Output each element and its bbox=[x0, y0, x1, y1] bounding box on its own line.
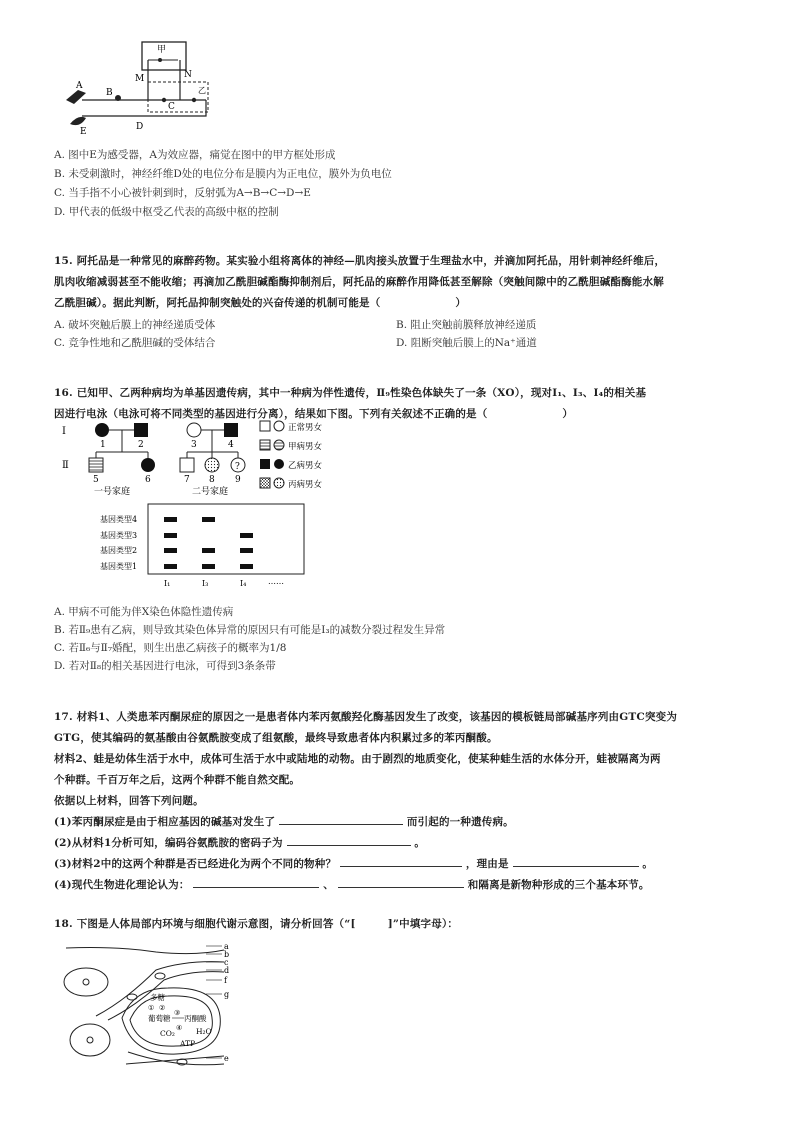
label-b: B bbox=[106, 88, 113, 98]
letter-c: c bbox=[224, 958, 229, 967]
q16-line-1: 已知甲、乙两种病均为单基因遗传病，其中一种病为伴性遗传，Ⅱ₉性染色体缺失了一条（XO），现对Ⅰ₁、Ⅰ₃、Ⅰ₄的相关基 bbox=[76, 387, 647, 399]
label-pyruvate: 丙酮酸 bbox=[184, 1014, 207, 1023]
q14-option-c: C. 当手指不小心被针刺到时，反射弧为A→B→C→D→E bbox=[54, 187, 311, 199]
q16-option-b: B. 若Ⅱ₉患有乙病，则导致其染色体异常的原因只有可能是Ⅰ₃的减数分裂过程发生异常 bbox=[54, 624, 446, 636]
label-d: D bbox=[136, 122, 144, 132]
individual-7 bbox=[180, 458, 194, 472]
label-n: N bbox=[184, 70, 192, 80]
label-a: A bbox=[76, 81, 83, 91]
id-5: 5 bbox=[93, 475, 99, 485]
letter-f: f bbox=[224, 976, 227, 985]
legend-yi: 乙病男女 bbox=[288, 461, 323, 471]
id-7: 7 bbox=[184, 475, 190, 485]
q15-number: 15. bbox=[54, 255, 73, 267]
q16-number: 16. bbox=[54, 387, 73, 399]
band bbox=[240, 533, 253, 538]
q17-number: 17. bbox=[54, 711, 73, 723]
gen-2-label: Ⅱ bbox=[62, 460, 69, 471]
band bbox=[164, 517, 177, 522]
letter-b: b bbox=[224, 950, 230, 959]
individual-5 bbox=[89, 458, 103, 472]
letter-g: g bbox=[224, 990, 230, 999]
band bbox=[202, 517, 215, 522]
q15-line-2: 肌肉收缩减弱甚至不能收缩；再滴加乙酰胆碱酯酶抑制剂后，阿托品的麻醉作用降低甚至解除（突触间隙中的乙酰胆碱酯酶能水解 bbox=[54, 276, 664, 288]
label-e: E bbox=[80, 127, 87, 137]
answer-blank-5[interactable] bbox=[193, 875, 319, 888]
q14-option-a: A. 图中E为感受器，A为效应器，痛觉在图中的甲方框处形成 bbox=[54, 149, 336, 161]
step-2: ② bbox=[159, 1004, 166, 1012]
label-jia: 甲 bbox=[157, 45, 167, 55]
band bbox=[164, 564, 177, 569]
step-4: ④ bbox=[176, 1024, 183, 1032]
band bbox=[240, 548, 253, 553]
gen-1-label: Ⅰ bbox=[62, 426, 66, 437]
answer-blank-2[interactable] bbox=[287, 833, 411, 846]
q18-stem bbox=[54, 914, 754, 935]
q15-option-d: D. 阻断突触后膜上的Na⁺通道 bbox=[396, 337, 537, 349]
label-m: M bbox=[135, 74, 145, 84]
band bbox=[164, 533, 177, 538]
q16-option-d: D. 若对Ⅱ₈的相关基因进行电泳，可得到3条条带 bbox=[54, 660, 276, 672]
answer-blank-6[interactable] bbox=[338, 875, 464, 888]
electrophoresis-gel bbox=[96, 500, 311, 592]
unknown-mark: ? bbox=[235, 462, 240, 472]
q17-line-3: 材料2、蛙是幼体生活于水中，成体可生活于水中或陆地的动物。由于剧烈的地质变化，使某种蛙生活的水体分开，蛙被隔离为两 bbox=[54, 753, 661, 765]
id-1: 1 bbox=[100, 440, 106, 450]
q17-line-2: GTG，使其编码的氨基酸由谷氨酰胺变成了组氨酸，最终导致患者体内积累过多的苯丙酮酸。 bbox=[54, 732, 498, 744]
individual-1 bbox=[95, 423, 109, 437]
internal-environment-diagram bbox=[56, 940, 246, 1070]
id-4: 4 bbox=[228, 440, 234, 450]
band bbox=[164, 548, 177, 553]
gel-row-4: 基因类型4 bbox=[100, 515, 138, 524]
q15-option-b: B. 阻止突触前膜释放神经递质 bbox=[396, 319, 537, 331]
individual-8 bbox=[205, 458, 219, 472]
step-1: ① bbox=[148, 1004, 155, 1012]
pedigree-chart bbox=[54, 418, 354, 500]
q15-option-c: C. 竞争性地和乙酰胆碱的受体结合 bbox=[54, 337, 216, 349]
q17-line-4: 个种群。千百万年之后，这两个种群不能自然交配。 bbox=[54, 774, 301, 786]
letter-e: e bbox=[224, 1054, 229, 1063]
id-6: 6 bbox=[145, 475, 151, 485]
q17-line-1: 材料1、人类患苯丙酮尿症的原因之一是患者体内苯丙氨酸羟化酶基因发生了改变，该基因的模板链局部碱基序列由GTC突变为 bbox=[76, 711, 678, 723]
individual-2 bbox=[134, 423, 148, 437]
label-co2: CO₂ bbox=[160, 1029, 175, 1038]
q17-sub-3: (3)材料2中的这两个种群是否已经进化为两个不同的物种？ ，理由是 。 bbox=[54, 854, 754, 875]
gel-row-1: 基因类型1 bbox=[100, 562, 138, 571]
q15-line-3: 乙酰胆碱）。据此判断，阿托品抑制突触处的兴奋传递的机制可能是（ ） bbox=[54, 297, 467, 309]
reflex-arc-diagram bbox=[60, 38, 230, 138]
gel-col-more: …… bbox=[268, 577, 284, 586]
q17-sub-4: (4)现代生物进化理论认为： 、 和隔离是新物种形成的三个基本环节。 bbox=[54, 875, 754, 896]
label-h2o: H₂O bbox=[196, 1027, 212, 1036]
gel-row-2: 基因类型2 bbox=[100, 546, 138, 555]
q16-option-a: A. 甲病不可能为伴X染色体隐性遗传病 bbox=[54, 606, 234, 618]
q14-option-b: B. 未受刺激时，神经纤维D处的电位分布是膜内为正电位，膜外为负电位 bbox=[54, 168, 392, 180]
q16-line-2: 因进行电泳（电泳可将不同类型的基因进行分离），结果如下图。下列有关叙述不正确的是（ ） bbox=[54, 408, 574, 420]
legend-normal: 正常男女 bbox=[288, 423, 323, 433]
q16-option-c: C. 若Ⅱ₆与Ⅱ₇婚配，则生出患乙病孩子的概率为1/8 bbox=[54, 642, 287, 654]
gel-col-i4: Ⅰ₄ bbox=[240, 579, 247, 588]
id-9: 9 bbox=[235, 475, 241, 485]
q15-option-a: A. 破坏突触后膜上的神经递质受体 bbox=[54, 319, 216, 331]
step-3: ③ bbox=[174, 1009, 181, 1017]
label-polysaccharide: 多糖 bbox=[150, 993, 165, 1002]
label-yi: 乙 bbox=[198, 86, 206, 95]
label-glucose: 葡萄糖 bbox=[148, 1014, 171, 1023]
individual-3 bbox=[187, 423, 201, 437]
letter-a: a bbox=[224, 942, 229, 951]
q18-text: 下图是人体局部内环境与细胞代谢示意图，请分析回答（“[ ]”中填字母）： bbox=[76, 918, 459, 930]
letter-d: d bbox=[224, 966, 230, 975]
answer-blank-3[interactable] bbox=[340, 854, 462, 867]
label-atp: ATP bbox=[180, 1039, 196, 1048]
answer-blank-1[interactable] bbox=[279, 812, 403, 825]
answer-blank-4[interactable] bbox=[513, 854, 639, 867]
q17-sub-2: (2)从材料1分析可知，编码谷氨酰胺的密码子为 。 bbox=[54, 833, 754, 854]
q17-sub-1: (1)苯丙酮尿症是由于相应基因的碱基对发生了 而引起的一种遗传病。 bbox=[54, 812, 754, 833]
id-8: 8 bbox=[209, 475, 215, 485]
id-3: 3 bbox=[191, 440, 197, 450]
gel-col-i3: Ⅰ₃ bbox=[202, 579, 209, 588]
q14-option-d: D. 甲代表的低级中枢受乙代表的高级中枢的控制 bbox=[54, 206, 279, 218]
q15-line-1: 阿托品是一种常见的麻醉药物。某实验小组将离体的神经—肌肉接头放置于生理盐水中，并滴加阿托品，用针刺神经纤维后， bbox=[76, 255, 666, 267]
legend-jia: 甲病男女 bbox=[288, 442, 323, 452]
label-c: C bbox=[168, 102, 175, 112]
q18-number: 18. bbox=[54, 918, 73, 930]
gel-col-i1: Ⅰ₁ bbox=[164, 579, 171, 588]
family-2-label: 二号家庭 bbox=[192, 487, 229, 497]
band bbox=[240, 564, 253, 569]
individual-6 bbox=[141, 458, 155, 472]
band bbox=[202, 548, 215, 553]
family-1-label: 一号家庭 bbox=[94, 487, 131, 497]
individual-4 bbox=[224, 423, 238, 437]
q17-stem bbox=[54, 707, 754, 896]
q15-stem bbox=[54, 251, 754, 314]
id-2: 2 bbox=[138, 440, 144, 450]
q17-line-5: 依据以上材料，回答下列问题。 bbox=[54, 795, 204, 807]
gel-row-3: 基因类型3 bbox=[100, 531, 138, 540]
band bbox=[202, 564, 215, 569]
legend-bing: 丙病男女 bbox=[288, 480, 323, 490]
